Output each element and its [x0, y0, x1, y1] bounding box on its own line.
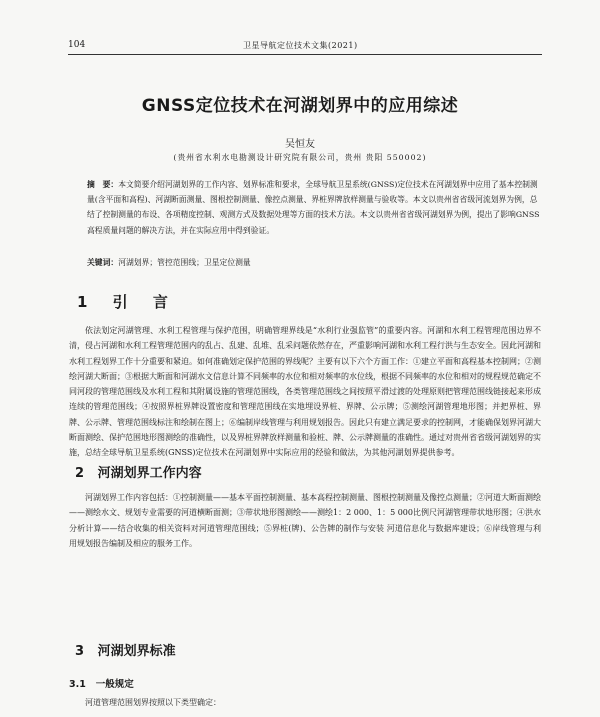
section-1-body: 依法划定河湖管理、水利工程管理与保护范围，明确管理界线是“水利行业强监管”的重要内容。河湖和水利工程管理范围边界不清，侵占河湖和水利工程管理范围内的乱占、乱建、乱堆、乱采问题依然存在，严重影响河湖和水利工程行洪与生态安全。因此河湖和水利工程划界工作十分重要和紧迫。如何准确划定保护范围的界线呢？主要有以下六个方面工作：①建立平面和高程基本控制网；②测绘河湖大断面；③根据大断面和河湖水文信息计算不同频率的水位和相对频率的水位线，根据不同频率的水位和相对的规程规范确定不同河段的管理范围线及水利工程和其附属设施的管理范围线，各类管理范围线之间按照平滑过渡的处理原则把管理范围线链接起来形成连续的管理范围线；④按照界桩界牌设置密度和管理范围线在实地埋设界桩、界牌、公示牌；⑤测绘河湖管理地形图；并把界桩、界牌、公示牌、管理范围线标注和绘制在图上；⑥编制岸线管理与利用规划报告。因此只有建立满足要求的控制网，才能确保划界河湖大断面测绘、保护范围地形图测绘的准确性，以及界桩界牌放样测量和验桩、牌、公示牌测量的准确性。通过对贵州省省级河湖划界的实施，总结全球导航卫星系统(GNSS)定位技术在河湖划界中实际应用的经验和做法，为其他河湖划界提供参考。 [69, 326, 541, 458]
section-3-number: 3 [75, 644, 85, 659]
page-number: 104 [68, 40, 86, 50]
section-heading-3 [75, 640, 176, 659]
keywords [87, 255, 541, 270]
section-2-title: 河湖划界工作内容 [97, 466, 202, 481]
section-3-body: 河道管理范围划界按照以下类型确定： [85, 698, 221, 707]
subsection-3-1-number: 3.1 [69, 679, 86, 690]
section-3-title: 河湖划界标准 [97, 644, 176, 659]
abstract [87, 177, 541, 238]
section-1-number: 1 [77, 293, 98, 311]
abstract-text: 本文简要介绍河湖划界的工作内容、划界标准和要求，全球导航卫星系统(GNSS)定位技术在河湖划界中应用了基本控制测量(含平面和高程)、河湖断面测量、图根控制测量、像控点测量、界桩界牌放样测量与验收等。本文以贵州省省级河流划界为例，总结了控制测量的布设、各项精度控制、观测方式及数据处理等方面的技术方法。本文以贵州省省级河湖划界为例，提出了影响GNSS高程质量问题的解决方法，并在实际应用中得到验证。 [87, 180, 540, 235]
running-title: 卫星导航定位技术文集(2021) [243, 41, 358, 50]
paper-title: GNSS定位技术在河湖划界中的应用综述 [141, 96, 459, 116]
subsection-heading-3-1 [69, 676, 134, 690]
section-2-body: 河湖划界工作内容包括：①控制测量——基本平面控制测量、基本高程控制测量、图根控制测量及像控点测量；②河道大断面测绘——测绘水文、规划专业需要的河道横断面测；③带状地形图测绘——测绘1：2 000、1：5 000比例尺河湖管理带状地形图；④洪水分析计算——结合收集的相关资料对河道管理范围线；⑤界桩(牌)、公告牌的制作与安装 河道信息化与数据库建设；⑥岸线管理与利用规划报告编制及相应的服务工作。 [69, 493, 541, 548]
section-heading-1 [77, 291, 178, 312]
page-header [68, 40, 542, 55]
section-2-number: 2 [75, 466, 85, 481]
abstract-label: 摘 要： [87, 180, 119, 189]
keywords-text: 河湖划界；管控范围线；卫星定位测量 [118, 258, 251, 267]
section-1-title: 引 言 [112, 293, 178, 311]
author: 吴恒友 [285, 139, 315, 150]
subsection-3-1-title: 一般规定 [95, 679, 134, 690]
section-heading-2 [75, 462, 202, 481]
keywords-label: 关键词： [87, 258, 119, 267]
affiliation: (贵州省水利水电勘测设计研究院有限公司，贵州 贵阳 550002) [173, 153, 427, 162]
